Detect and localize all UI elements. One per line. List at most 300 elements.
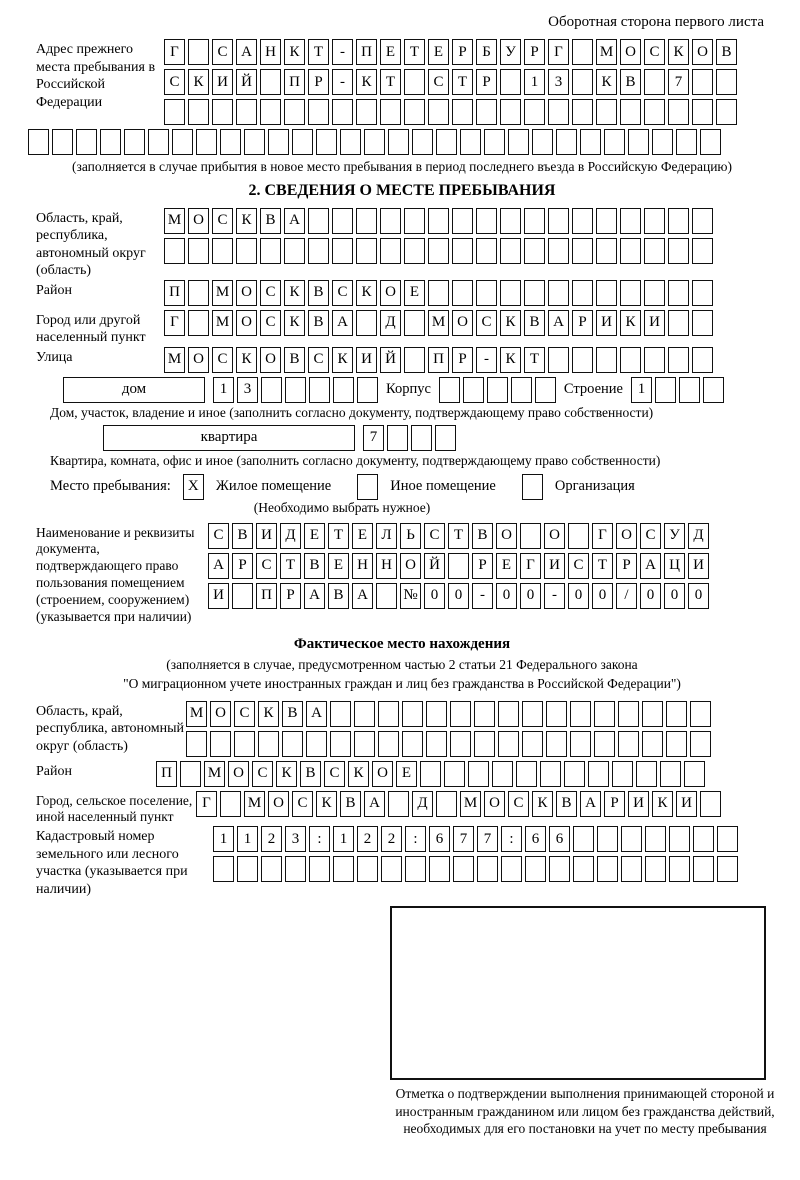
char-cell[interactable]: [572, 280, 593, 306]
char-cell[interactable]: [618, 701, 639, 727]
char-cell[interactable]: [260, 69, 281, 95]
char-cell[interactable]: К: [348, 761, 369, 787]
char-cell[interactable]: Д: [380, 310, 401, 336]
char-cell[interactable]: И: [212, 69, 233, 95]
char-cell[interactable]: К: [532, 791, 553, 817]
char-cell[interactable]: [568, 523, 589, 549]
char-cell[interactable]: [548, 347, 569, 373]
char-cell[interactable]: [524, 99, 545, 125]
char-cell[interactable]: К: [668, 39, 689, 65]
char-cell[interactable]: Б: [476, 39, 497, 65]
char-cell[interactable]: [524, 280, 545, 306]
char-cell[interactable]: 7: [668, 69, 689, 95]
char-cell[interactable]: Е: [404, 280, 425, 306]
char-cell[interactable]: [596, 208, 617, 234]
char-cell[interactable]: А: [352, 583, 373, 609]
char-cell[interactable]: 7: [363, 425, 384, 451]
char-cell[interactable]: [669, 826, 690, 852]
char-cell[interactable]: [644, 69, 665, 95]
char-cell[interactable]: Г: [520, 553, 541, 579]
char-cell[interactable]: В: [340, 791, 361, 817]
char-cell[interactable]: [596, 238, 617, 264]
char-cell[interactable]: [690, 731, 711, 757]
char-cell[interactable]: О: [188, 347, 209, 373]
char-cell[interactable]: [570, 731, 591, 757]
char-cell[interactable]: [452, 208, 473, 234]
char-cell[interactable]: [500, 280, 521, 306]
char-cell[interactable]: М: [460, 791, 481, 817]
char-cell[interactable]: Р: [572, 310, 593, 336]
char-cell[interactable]: А: [306, 701, 327, 727]
char-cell[interactable]: Г: [164, 310, 185, 336]
char-cell[interactable]: [692, 208, 713, 234]
char-cell[interactable]: [309, 377, 330, 403]
char-cell[interactable]: В: [556, 791, 577, 817]
char-cell[interactable]: К: [596, 69, 617, 95]
char-cell[interactable]: С: [164, 69, 185, 95]
char-cell[interactable]: Г: [592, 523, 613, 549]
char-cell[interactable]: [436, 129, 457, 155]
char-cell[interactable]: [292, 129, 313, 155]
char-cell[interactable]: [644, 208, 665, 234]
char-cell[interactable]: 0: [592, 583, 613, 609]
char-cell[interactable]: [404, 238, 425, 264]
char-cell[interactable]: [692, 99, 713, 125]
char-cell[interactable]: Р: [452, 347, 473, 373]
char-cell[interactable]: [380, 99, 401, 125]
char-cell[interactable]: [186, 731, 207, 757]
char-cell[interactable]: А: [304, 583, 325, 609]
char-cell[interactable]: [693, 826, 714, 852]
char-cell[interactable]: [655, 377, 676, 403]
char-cell[interactable]: К: [500, 310, 521, 336]
char-cell[interactable]: К: [276, 761, 297, 787]
char-cell[interactable]: [380, 208, 401, 234]
char-cell[interactable]: [260, 99, 281, 125]
char-cell[interactable]: [450, 701, 471, 727]
char-cell[interactable]: А: [284, 208, 305, 234]
char-cell[interactable]: Т: [328, 523, 349, 549]
char-cell[interactable]: [380, 238, 401, 264]
char-cell[interactable]: О: [210, 701, 231, 727]
char-cell[interactable]: [642, 701, 663, 727]
char-cell[interactable]: :: [405, 826, 426, 852]
char-cell[interactable]: 0: [520, 583, 541, 609]
char-cell[interactable]: -: [332, 39, 353, 65]
char-cell[interactable]: В: [284, 347, 305, 373]
char-cell[interactable]: О: [620, 39, 641, 65]
char-cell[interactable]: 7: [477, 826, 498, 852]
char-cell[interactable]: [548, 238, 569, 264]
char-cell[interactable]: [692, 238, 713, 264]
char-cell[interactable]: [188, 310, 209, 336]
char-cell[interactable]: В: [232, 523, 253, 549]
char-cell[interactable]: [332, 99, 353, 125]
char-cell[interactable]: [621, 826, 642, 852]
char-cell[interactable]: Е: [328, 553, 349, 579]
char-cell[interactable]: [668, 238, 689, 264]
char-cell[interactable]: [652, 129, 673, 155]
char-cell[interactable]: Е: [396, 761, 417, 787]
char-cell[interactable]: В: [300, 761, 321, 787]
char-cell[interactable]: -: [332, 69, 353, 95]
char-cell[interactable]: [500, 69, 521, 95]
char-cell[interactable]: [268, 129, 289, 155]
char-cell[interactable]: [234, 731, 255, 757]
char-cell[interactable]: О: [400, 553, 421, 579]
char-cell[interactable]: [476, 99, 497, 125]
char-cell[interactable]: Д: [280, 523, 301, 549]
char-cell[interactable]: [306, 731, 327, 757]
char-cell[interactable]: [644, 347, 665, 373]
char-cell[interactable]: О: [228, 761, 249, 787]
char-cell[interactable]: 0: [424, 583, 445, 609]
char-cell[interactable]: [620, 208, 641, 234]
char-cell[interactable]: 0: [448, 583, 469, 609]
char-cell[interactable]: [596, 99, 617, 125]
char-cell[interactable]: С: [324, 761, 345, 787]
char-cell[interactable]: [693, 856, 714, 882]
char-cell[interactable]: [404, 208, 425, 234]
char-cell[interactable]: [354, 731, 375, 757]
char-cell[interactable]: [620, 280, 641, 306]
char-cell[interactable]: [676, 129, 697, 155]
char-cell[interactable]: Р: [232, 553, 253, 579]
char-cell[interactable]: Е: [496, 553, 517, 579]
char-cell[interactable]: А: [364, 791, 385, 817]
char-cell[interactable]: [426, 701, 447, 727]
char-cell[interactable]: [284, 238, 305, 264]
char-cell[interactable]: В: [524, 310, 545, 336]
char-cell[interactable]: О: [268, 791, 289, 817]
char-cell[interactable]: С: [424, 523, 445, 549]
char-cell[interactable]: [692, 280, 713, 306]
char-cell[interactable]: О: [236, 280, 257, 306]
char-cell[interactable]: О: [496, 523, 517, 549]
char-cell[interactable]: [573, 826, 594, 852]
char-cell[interactable]: [172, 129, 193, 155]
char-cell[interactable]: 3: [285, 826, 306, 852]
char-cell[interactable]: [524, 208, 545, 234]
char-cell[interactable]: [356, 208, 377, 234]
char-cell[interactable]: [692, 310, 713, 336]
char-cell[interactable]: [76, 129, 97, 155]
char-cell[interactable]: 3: [237, 377, 258, 403]
char-cell[interactable]: [420, 761, 441, 787]
char-cell[interactable]: [309, 856, 330, 882]
char-cell[interactable]: [428, 238, 449, 264]
char-cell[interactable]: [501, 856, 522, 882]
char-cell[interactable]: [356, 310, 377, 336]
char-cell[interactable]: [388, 791, 409, 817]
char-cell[interactable]: [244, 129, 265, 155]
char-cell[interactable]: [448, 553, 469, 579]
char-cell[interactable]: [476, 238, 497, 264]
char-cell[interactable]: В: [308, 280, 329, 306]
char-cell[interactable]: [333, 377, 354, 403]
char-cell[interactable]: [522, 731, 543, 757]
char-cell[interactable]: С: [292, 791, 313, 817]
char-cell[interactable]: [237, 856, 258, 882]
char-cell[interactable]: [597, 856, 618, 882]
char-cell[interactable]: Т: [308, 39, 329, 65]
char-cell[interactable]: [188, 39, 209, 65]
char-cell[interactable]: [435, 425, 456, 451]
char-cell[interactable]: [618, 731, 639, 757]
char-cell[interactable]: [333, 856, 354, 882]
char-cell[interactable]: [660, 761, 681, 787]
char-cell[interactable]: Н: [352, 553, 373, 579]
char-cell[interactable]: [546, 731, 567, 757]
char-cell[interactable]: О: [544, 523, 565, 549]
char-cell[interactable]: [196, 129, 217, 155]
char-cell[interactable]: [364, 129, 385, 155]
char-cell[interactable]: С: [208, 523, 229, 549]
char-cell[interactable]: И: [356, 347, 377, 373]
char-cell[interactable]: [405, 856, 426, 882]
char-cell[interactable]: [612, 761, 633, 787]
char-cell[interactable]: М: [244, 791, 265, 817]
char-cell[interactable]: [500, 208, 521, 234]
char-cell[interactable]: Ц: [664, 553, 685, 579]
char-cell[interactable]: [429, 856, 450, 882]
char-cell[interactable]: Й: [424, 553, 445, 579]
char-cell[interactable]: [644, 99, 665, 125]
char-cell[interactable]: [188, 238, 209, 264]
char-cell[interactable]: И: [596, 310, 617, 336]
char-cell[interactable]: [188, 99, 209, 125]
char-cell[interactable]: Е: [380, 39, 401, 65]
char-cell[interactable]: С: [212, 208, 233, 234]
char-cell[interactable]: [474, 731, 495, 757]
char-cell[interactable]: [100, 129, 121, 155]
char-cell[interactable]: [428, 208, 449, 234]
char-cell[interactable]: В: [472, 523, 493, 549]
char-cell[interactable]: [520, 523, 541, 549]
char-cell[interactable]: [692, 69, 713, 95]
char-cell[interactable]: [28, 129, 49, 155]
char-cell[interactable]: [450, 731, 471, 757]
char-cell[interactable]: [402, 701, 423, 727]
char-cell[interactable]: [164, 238, 185, 264]
char-cell[interactable]: Р: [524, 39, 545, 65]
char-cell[interactable]: [474, 701, 495, 727]
char-cell[interactable]: 7: [453, 826, 474, 852]
char-cell[interactable]: С: [428, 69, 449, 95]
char-cell[interactable]: П: [156, 761, 177, 787]
char-cell[interactable]: В: [304, 553, 325, 579]
char-cell[interactable]: С: [476, 310, 497, 336]
char-cell[interactable]: [404, 99, 425, 125]
char-cell[interactable]: [596, 347, 617, 373]
char-cell[interactable]: [642, 731, 663, 757]
char-cell[interactable]: [532, 129, 553, 155]
char-cell[interactable]: [212, 238, 233, 264]
char-cell[interactable]: [477, 856, 498, 882]
char-cell[interactable]: С: [640, 523, 661, 549]
char-cell[interactable]: [580, 129, 601, 155]
char-cell[interactable]: К: [284, 39, 305, 65]
char-cell[interactable]: [511, 377, 532, 403]
char-cell[interactable]: [468, 761, 489, 787]
char-cell[interactable]: С: [568, 553, 589, 579]
char-cell[interactable]: [669, 856, 690, 882]
char-cell[interactable]: [376, 583, 397, 609]
char-cell[interactable]: [124, 129, 145, 155]
char-cell[interactable]: И: [676, 791, 697, 817]
char-cell[interactable]: [285, 377, 306, 403]
char-cell[interactable]: Д: [412, 791, 433, 817]
char-cell[interactable]: 0: [664, 583, 685, 609]
char-cell[interactable]: К: [258, 701, 279, 727]
char-cell[interactable]: [412, 129, 433, 155]
char-cell[interactable]: [213, 856, 234, 882]
char-cell[interactable]: [666, 731, 687, 757]
char-cell[interactable]: [260, 238, 281, 264]
apartment-field-box[interactable]: [103, 425, 355, 451]
char-cell[interactable]: [452, 99, 473, 125]
char-cell[interactable]: [428, 280, 449, 306]
char-cell[interactable]: А: [332, 310, 353, 336]
char-cell[interactable]: [463, 377, 484, 403]
char-cell[interactable]: Р: [604, 791, 625, 817]
char-cell[interactable]: [668, 280, 689, 306]
char-cell[interactable]: С: [508, 791, 529, 817]
char-cell[interactable]: [594, 701, 615, 727]
char-cell[interactable]: [220, 129, 241, 155]
char-cell[interactable]: В: [328, 583, 349, 609]
char-cell[interactable]: [188, 280, 209, 306]
char-cell[interactable]: [285, 856, 306, 882]
char-cell[interactable]: [476, 208, 497, 234]
char-cell[interactable]: [428, 99, 449, 125]
char-cell[interactable]: С: [332, 280, 353, 306]
char-cell[interactable]: 6: [549, 826, 570, 852]
house-field-box[interactable]: [63, 377, 205, 403]
char-cell[interactable]: М: [212, 280, 233, 306]
char-cell[interactable]: Р: [472, 553, 493, 579]
char-cell[interactable]: О: [452, 310, 473, 336]
char-cell[interactable]: Т: [448, 523, 469, 549]
char-cell[interactable]: [52, 129, 73, 155]
char-cell[interactable]: [498, 731, 519, 757]
char-cell[interactable]: Е: [352, 523, 373, 549]
char-cell[interactable]: М: [204, 761, 225, 787]
char-cell[interactable]: :: [501, 826, 522, 852]
char-cell[interactable]: [426, 731, 447, 757]
char-cell[interactable]: М: [164, 208, 185, 234]
char-cell[interactable]: Г: [164, 39, 185, 65]
char-cell[interactable]: [452, 238, 473, 264]
char-cell[interactable]: Т: [592, 553, 613, 579]
char-cell[interactable]: А: [580, 791, 601, 817]
char-cell[interactable]: Н: [260, 39, 281, 65]
char-cell[interactable]: [703, 377, 724, 403]
char-cell[interactable]: [436, 791, 457, 817]
char-cell[interactable]: К: [620, 310, 641, 336]
char-cell[interactable]: 1: [213, 826, 234, 852]
char-cell[interactable]: М: [186, 701, 207, 727]
char-cell[interactable]: С: [212, 39, 233, 65]
char-cell[interactable]: О: [692, 39, 713, 65]
char-cell[interactable]: [644, 238, 665, 264]
char-cell[interactable]: [535, 377, 556, 403]
char-cell[interactable]: [500, 238, 521, 264]
char-cell[interactable]: [717, 826, 738, 852]
char-cell[interactable]: С: [212, 347, 233, 373]
char-cell[interactable]: 1: [631, 377, 652, 403]
char-cell[interactable]: [700, 791, 721, 817]
char-cell[interactable]: [692, 347, 713, 373]
char-cell[interactable]: [690, 701, 711, 727]
char-cell[interactable]: [572, 238, 593, 264]
char-cell[interactable]: [548, 99, 569, 125]
char-cell[interactable]: С: [644, 39, 665, 65]
char-cell[interactable]: О: [484, 791, 505, 817]
char-cell[interactable]: Т: [452, 69, 473, 95]
char-cell[interactable]: К: [284, 310, 305, 336]
char-cell[interactable]: Й: [380, 347, 401, 373]
char-cell[interactable]: [548, 208, 569, 234]
char-cell[interactable]: 0: [568, 583, 589, 609]
char-cell[interactable]: [402, 731, 423, 757]
char-cell[interactable]: И: [208, 583, 229, 609]
char-cell[interactable]: [282, 731, 303, 757]
char-cell[interactable]: 2: [381, 826, 402, 852]
char-cell[interactable]: 1: [524, 69, 545, 95]
char-cell[interactable]: Т: [524, 347, 545, 373]
char-cell[interactable]: И: [628, 791, 649, 817]
char-cell[interactable]: [453, 856, 474, 882]
char-cell[interactable]: [516, 761, 537, 787]
char-cell[interactable]: [356, 238, 377, 264]
char-cell[interactable]: [261, 377, 282, 403]
char-cell[interactable]: [546, 701, 567, 727]
char-cell[interactable]: Р: [308, 69, 329, 95]
stay-type-checkbox-other[interactable]: [357, 474, 378, 500]
char-cell[interactable]: /: [616, 583, 637, 609]
char-cell[interactable]: В: [620, 69, 641, 95]
char-cell[interactable]: Д: [688, 523, 709, 549]
char-cell[interactable]: [666, 701, 687, 727]
char-cell[interactable]: В: [260, 208, 281, 234]
char-cell[interactable]: [357, 856, 378, 882]
char-cell[interactable]: [484, 129, 505, 155]
char-cell[interactable]: 0: [640, 583, 661, 609]
char-cell[interactable]: [716, 69, 737, 95]
char-cell[interactable]: О: [236, 310, 257, 336]
stay-type-checkbox-residential[interactable]: X: [183, 474, 204, 500]
char-cell[interactable]: [180, 761, 201, 787]
char-cell[interactable]: П: [356, 39, 377, 65]
char-cell[interactable]: [717, 856, 738, 882]
char-cell[interactable]: О: [616, 523, 637, 549]
char-cell[interactable]: И: [688, 553, 709, 579]
char-cell[interactable]: К: [500, 347, 521, 373]
char-cell[interactable]: [620, 347, 641, 373]
char-cell[interactable]: К: [236, 347, 257, 373]
char-cell[interactable]: [525, 856, 546, 882]
char-cell[interactable]: [524, 238, 545, 264]
char-cell[interactable]: [597, 826, 618, 852]
char-cell[interactable]: [700, 129, 721, 155]
char-cell[interactable]: К: [356, 280, 377, 306]
char-cell[interactable]: [258, 731, 279, 757]
char-cell[interactable]: П: [284, 69, 305, 95]
char-cell[interactable]: В: [716, 39, 737, 65]
char-cell[interactable]: 1: [237, 826, 258, 852]
char-cell[interactable]: [645, 856, 666, 882]
